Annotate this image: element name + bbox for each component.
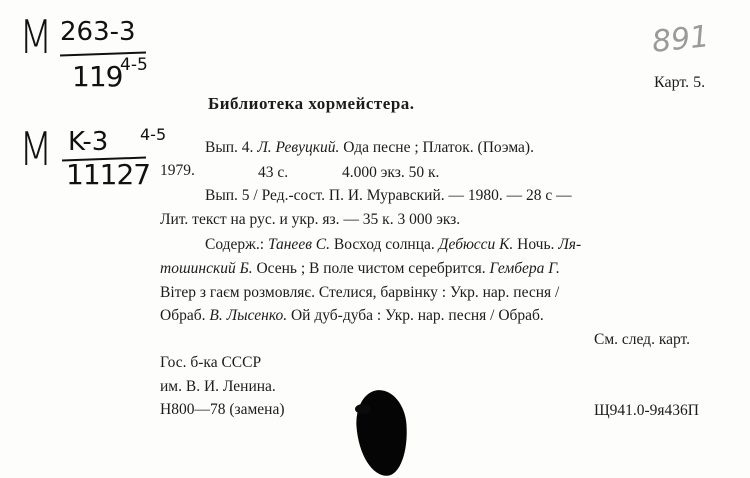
issue-5-line1: Вып. 5 / Ред.-сост. П. И. Муравский. — 1980. — 28 с — [205, 187, 572, 204]
handwritten-fraction-mid-superscript: 4-5 [140, 125, 167, 144]
handwritten-corner-mark: 891 [650, 19, 711, 60]
contents-title-5: Ой дуб-дуба : Укр. нар. песня / Обраб. [287, 307, 544, 324]
library-name-2: им. В. И. Ленина. [160, 378, 276, 395]
continued-note: См. след. карт. [594, 331, 691, 348]
contents-author-taneev: Танеев С. [267, 236, 331, 253]
contents-author-lysenko: В. Лысенко. [209, 307, 288, 324]
contents-author-debussy: Дебюсси К. [438, 236, 514, 253]
contents-title-3: Осень ; В поле чистом серебрится. [252, 260, 490, 277]
issue-4-price: 4.000 экз. 50 к. [342, 164, 440, 181]
punch-hole-blot [354, 388, 410, 477]
contents-author-gembera: Гембера Г. [489, 260, 560, 277]
card-number: Карт. 5. [654, 74, 706, 91]
library-code: Н800—78 (замена) [160, 401, 285, 418]
handwritten-fraction-top-superscript: 4-5 [120, 55, 148, 75]
handwritten-fraction-mid-denominator: 11127 [66, 158, 151, 191]
punch-hole-blot-edge [355, 404, 371, 414]
classification-code: Щ941.0-9я436П [594, 402, 699, 419]
handwritten-fraction-top-numerator: 263-3 [60, 17, 136, 47]
library-name-1: Гос. б-ка СССР [160, 354, 262, 371]
issue-4-line [205, 139, 534, 157]
issue-5-line2: Лит. текст на рус. и укр. яз. — 35 к. 3 000 экз. [160, 211, 461, 228]
issue-4-author: Л. Ревуцкий. [257, 139, 340, 156]
issue-4-pages: 43 с. [258, 164, 289, 181]
contents-line3: Вiтер з гаєм розмовляє. Стелися, барвiнку : Укр. нар. песня / [160, 284, 560, 301]
contents-line4 [160, 307, 544, 325]
contents-title-2: Ночь. [513, 236, 559, 253]
issue-4-year: 1979. [160, 162, 195, 179]
contents-line2 [160, 260, 560, 278]
handwritten-letter-mid: M [18, 122, 53, 176]
contents-label: Содерж.: [205, 236, 268, 253]
contents-title-4-prefix: Обраб. [160, 307, 210, 324]
issue-4-title: Ода песне ; Платок. (Поэма). [339, 139, 534, 156]
series-title: Библиотека хормейстера. [208, 94, 415, 113]
handwritten-letter-top: M [18, 10, 53, 64]
contents-line1 [205, 236, 581, 254]
handwritten-fraction-mid-numerator: K-3 [68, 127, 109, 157]
handwritten-fraction-top-denominator: 119 [72, 60, 123, 93]
issue-4-prefix: Вып. 4. [205, 139, 258, 156]
contents-title-1: Восход солнца. [330, 236, 439, 253]
contents-author-lyatoshinsky-part1: Ля- [558, 236, 582, 253]
contents-author-lyatoshinsky-part2: тошинский Б. [160, 260, 253, 277]
